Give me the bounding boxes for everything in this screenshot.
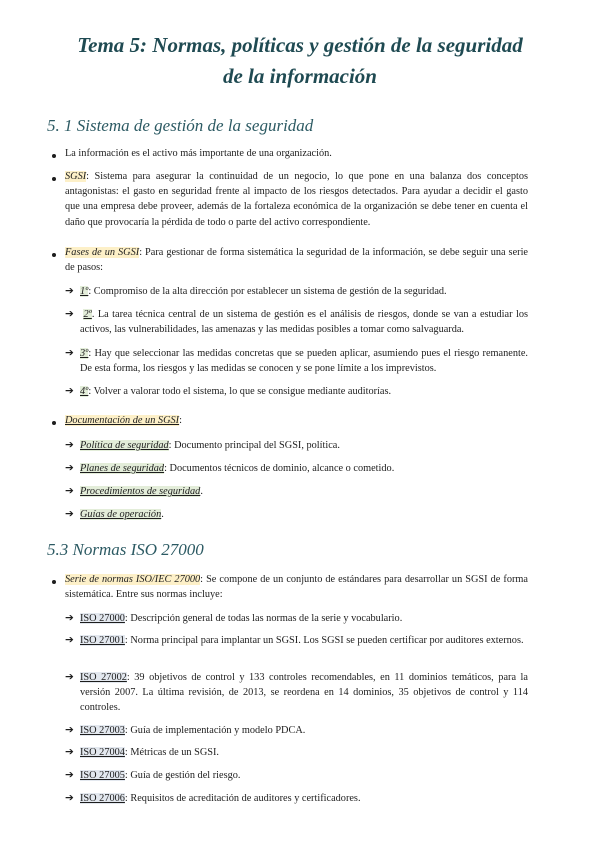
section-heading-5-1: 5. 1 Sistema de gestión de la seguridad xyxy=(47,116,314,135)
arrow-icon: ➔ xyxy=(65,385,74,397)
bullet-dot xyxy=(52,580,56,584)
iso-term: ISO 27004 xyxy=(80,747,125,758)
arrow-icon: ➔ xyxy=(65,308,74,320)
step-text: : Volver a valorar todo el sistema, lo que se consigue mediante auditorías. xyxy=(88,386,392,397)
iso-item xyxy=(80,633,528,648)
arrow-icon: ➔ xyxy=(65,792,74,804)
title-line-2: de la información xyxy=(222,64,377,88)
iso-term: ISO 27002 xyxy=(80,672,127,683)
iso-text: : 39 objetivos de control y 133 controles recomendables, en 11 dominios temáticos, para la versión 2007. La última revisión, de 2013, se reordena en 14 dominios, 35 objetivos de control y 114 controles. xyxy=(80,672,528,714)
title-line-1: Tema 5: Normas, políticas y gestión de la seguridad xyxy=(77,33,523,57)
term-documentation: Documentación de un SGSI xyxy=(65,415,180,426)
paragraph-sgsi xyxy=(65,169,528,230)
doc-term: Planes de seguridad xyxy=(80,463,165,474)
doc-item xyxy=(80,507,528,522)
iso-term: ISO 27000 xyxy=(80,613,125,624)
paragraph-phases xyxy=(65,245,528,275)
page-title xyxy=(40,30,560,92)
step-3 xyxy=(80,346,528,376)
iso-text: : Requisitos de acreditación de auditores y certificadores. xyxy=(124,793,361,804)
term-phases: Fases de un SGSI xyxy=(65,247,140,258)
step-text: : Compromiso de la alta dirección por establecer un sistema de gestión de la seguridad. xyxy=(88,286,447,297)
bullet-dot xyxy=(52,154,56,158)
step-number: 2º xyxy=(83,309,92,320)
iso-term: ISO 27006 xyxy=(80,793,125,804)
arrow-icon: ➔ xyxy=(65,347,74,359)
paragraph-documentation xyxy=(65,413,528,428)
bullet-dot xyxy=(52,177,56,181)
step-1 xyxy=(80,284,528,299)
iso-item xyxy=(80,745,528,760)
doc-term: Guías de operación xyxy=(80,509,162,520)
section-heading-5-3: 5.3 Normas ISO 27000 xyxy=(47,540,204,559)
paragraph-iso-series xyxy=(65,572,528,602)
doc-term: Política de seguridad xyxy=(80,440,169,451)
doc-text: : Documentos técnicos de dominio, alcance o cometido. xyxy=(164,463,395,474)
bullet-dot xyxy=(52,253,56,257)
iso-text: : Descripción general de todas las normas de la serie y vocabulario. xyxy=(124,613,403,624)
arrow-icon: ➔ xyxy=(65,746,74,758)
phases-intro: : Para gestionar de forma sistemática la seguridad de la información, se debe seguir una serie de pasos: xyxy=(65,247,528,274)
doc-item xyxy=(80,461,528,476)
iso-term: ISO 27001 xyxy=(80,635,125,646)
step-2 xyxy=(80,307,528,337)
arrow-icon: ➔ xyxy=(65,612,74,624)
sgsi-definition: : Sistema para asegurar la continuidad de un negocio, lo que pone en una balanza dos conceptos antagonistas: el gasto en seguridad frente al impacto de los riesgos detectados. Para ayudar a decidir el gasto que una empresa debe proveer, además de la fortaleza económica de la organización se debe tener en cuenta el daño que provocaría la pérdida de todo o parte del activo correspondiente. xyxy=(65,171,528,228)
arrow-icon: ➔ xyxy=(65,462,74,474)
iso-item xyxy=(80,723,528,738)
doc-text: : Documento principal del SGSI, política. xyxy=(168,440,340,451)
iso-item xyxy=(80,670,528,716)
paragraph-info-asset: La información es el activo más importante de una organización. xyxy=(65,148,332,159)
iso-term: ISO 27005 xyxy=(80,770,125,781)
arrow-icon: ➔ xyxy=(65,724,74,736)
iso-text: : Guía de implementación y modelo PDCA. xyxy=(124,725,306,736)
doc-text: . xyxy=(161,509,164,520)
iso-text: : Métricas de un SGSI. xyxy=(124,747,220,758)
arrow-icon: ➔ xyxy=(65,634,74,646)
iso-series-text: : Se compone de un conjunto de estándares para desarrollar un SGSI de forma sistemática. Entre sus normas incluye: xyxy=(65,574,528,601)
iso-text: : Norma principal para implantar un SGSI. Los SGSI se pueden certificar por auditores externos. xyxy=(124,635,524,646)
iso-item xyxy=(80,791,528,806)
iso-text: : Guía de gestión del riesgo. xyxy=(124,770,241,781)
iso-term: ISO 27003 xyxy=(80,725,125,736)
term-iso-series: Serie de normas ISO/IEC 27000 xyxy=(65,574,201,585)
arrow-icon: ➔ xyxy=(65,485,74,497)
arrow-icon: ➔ xyxy=(65,439,74,451)
step-text: . La tarea técnica central de un sistema de gestión es el análisis de riesgos, donde se van a estudiar los activos, las vulnerabilidades, las amenazas y las medidas posibles a tomar como salvaguarda. xyxy=(80,309,529,336)
arrow-icon: ➔ xyxy=(65,285,74,297)
doc-item xyxy=(80,484,528,499)
documentation-colon: : xyxy=(179,415,182,426)
step-4 xyxy=(80,384,528,399)
doc-term: Procedimientos de seguridad xyxy=(80,486,201,497)
iso-item xyxy=(80,611,528,626)
arrow-icon: ➔ xyxy=(65,769,74,781)
arrow-icon: ➔ xyxy=(65,508,74,520)
bullet-dot xyxy=(52,421,56,425)
step-text: : Hay que seleccionar las medidas concretas que se pueden aplicar, asumiendo pues el riesgo remanente. De esta forma, los riesgos y las medidas se conocen y se pone límite a los imprevistos. xyxy=(80,348,528,375)
term-sgsi: SGSI xyxy=(65,171,87,182)
step-number: 1º xyxy=(80,286,89,297)
doc-item xyxy=(80,438,528,453)
doc-text: . xyxy=(200,486,203,497)
step-number: 4º xyxy=(80,386,89,397)
step-number: 3º xyxy=(80,348,89,359)
arrow-icon: ➔ xyxy=(65,671,74,683)
iso-item xyxy=(80,768,528,783)
